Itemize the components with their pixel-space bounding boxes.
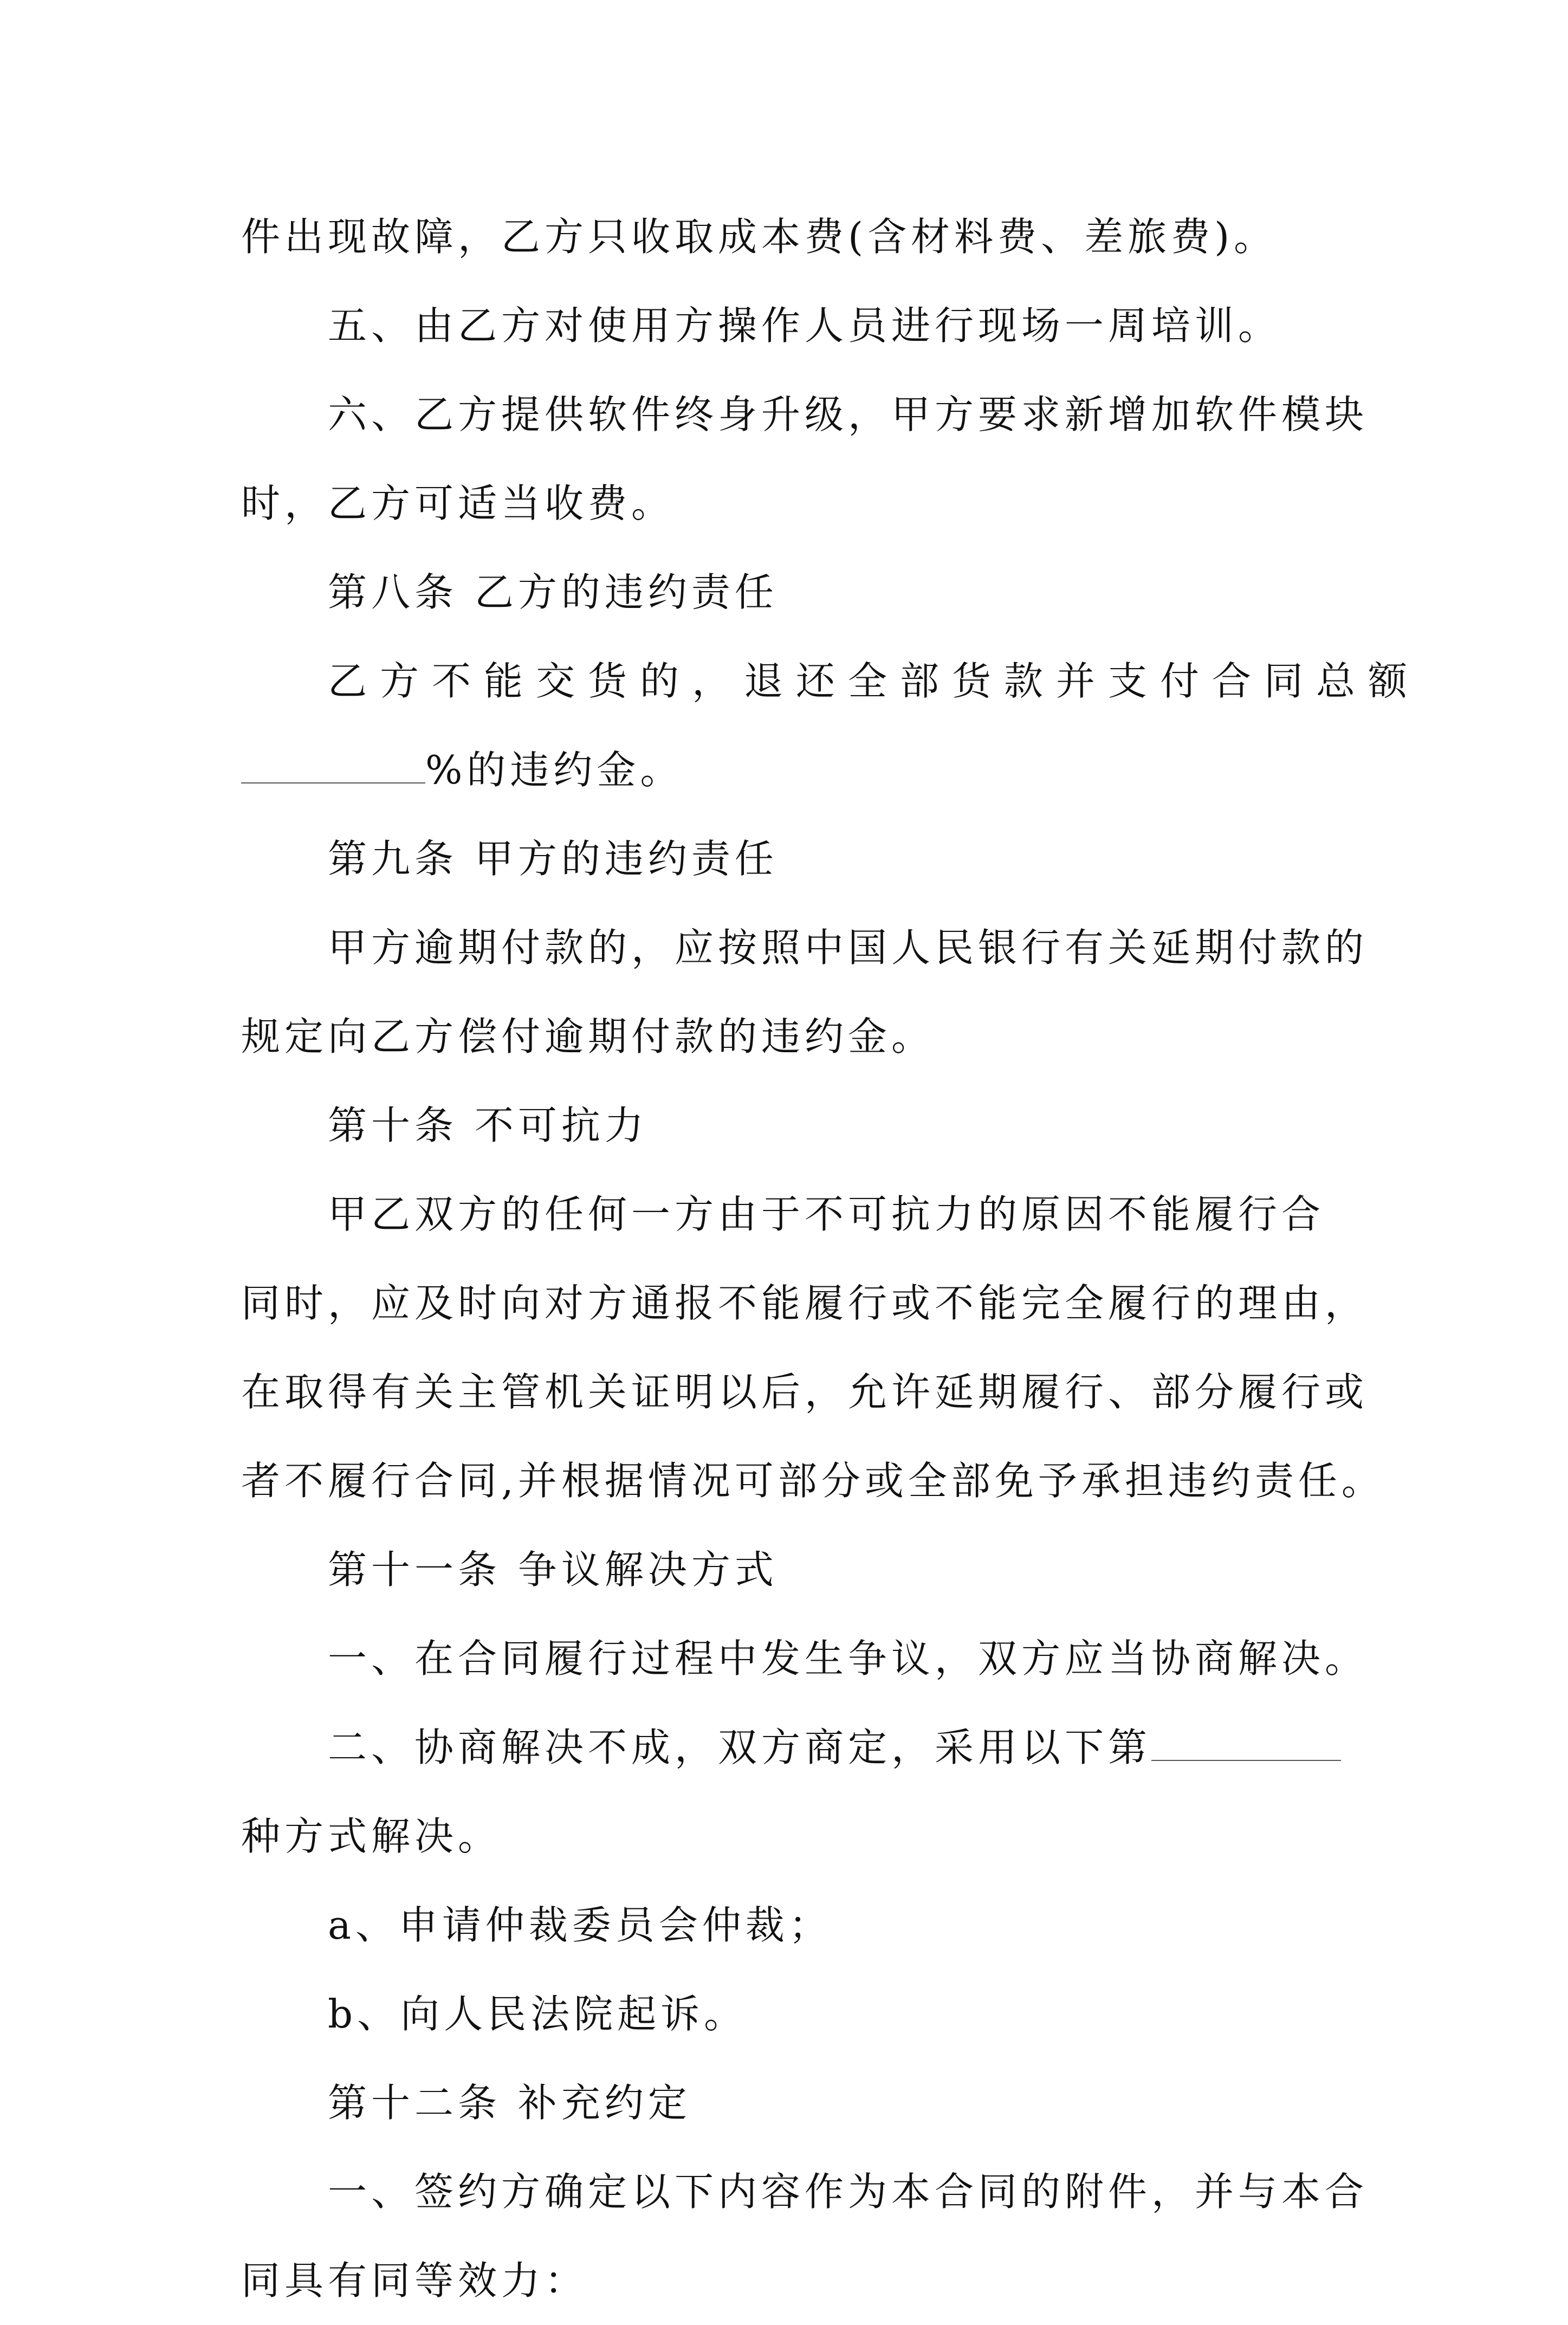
paragraph-line: 乙方不能交货的，退还全部货款并支付合同总额 [328,658,1421,704]
section-heading-article-11: 第十一条 争议解决方式 [328,1547,778,1592]
section-heading-article-10: 第十条 不可抗力 [328,1103,648,1148]
paragraph-line: 在取得有关主管机关证明以后，允许延期履行、部分履行或 [241,1369,1369,1415]
paragraph-line: 一、在合同履行过程中发生争议，双方应当协商解决。 [328,1636,1369,1681]
paragraph-line-text: %的违约金。 [425,747,684,793]
paragraph-line-with-blank [241,1703,1338,1792]
paragraph-line: 一、签约方确定以下内容作为本合同的附件，并与本合 [328,2169,1369,2214]
section-heading-article-8: 第八条 乙方的违约责任 [328,569,778,615]
paragraph-line: 甲方逾期付款的，应按照中国人民银行有关延期付款的 [328,925,1369,970]
paragraph-line: 规定向乙方偿付逾期付款的违约金。 [241,1014,935,1059]
paragraph-line-text: 二、协商解决不成，双方商定，采用以下第 [328,1725,1152,1770]
list-item: b、向人民法院起诉。 [328,1991,748,2037]
fill-in-blank [1151,1727,1341,1761]
paragraph-line: 五、由乙方对使用方操作人员进行现场一周培训。 [328,303,1282,348]
section-heading-article-12: 第十二条 补充约定 [328,2080,691,2126]
paragraph-line: 种方式解决。 [241,1814,502,1859]
paragraph-line: 同具有同等效力： [241,2258,588,2303]
paragraph-line: 者不履行合同,并根据情况可部分或全部免予承担违约责任。 [241,1458,1385,1504]
section-heading-article-9: 第九条 甲方的违约责任 [328,836,778,882]
paragraph-line-with-blank [241,726,1338,814]
paragraph-line: 时，乙方可适当收费。 [241,481,675,526]
paragraph-line: 件出现故障，乙方只收取成本费(含材料费、差旅费)。 [241,214,1278,260]
paragraph-line: 同时，应及时向对方通报不能履行或不能完全履行的理由， [241,1280,1369,1326]
paragraph-line: 甲乙双方的任何一方由于不可抗力的原因不能履行合 [328,1191,1325,1237]
fill-in-blank [241,750,425,783]
paragraph-line: 六、乙方提供软件终身升级，甲方要求新增加软件模块 [328,392,1369,437]
contract-body [241,192,1421,2325]
list-item: a、申请仲裁委员会仲裁； [328,1902,832,1948]
